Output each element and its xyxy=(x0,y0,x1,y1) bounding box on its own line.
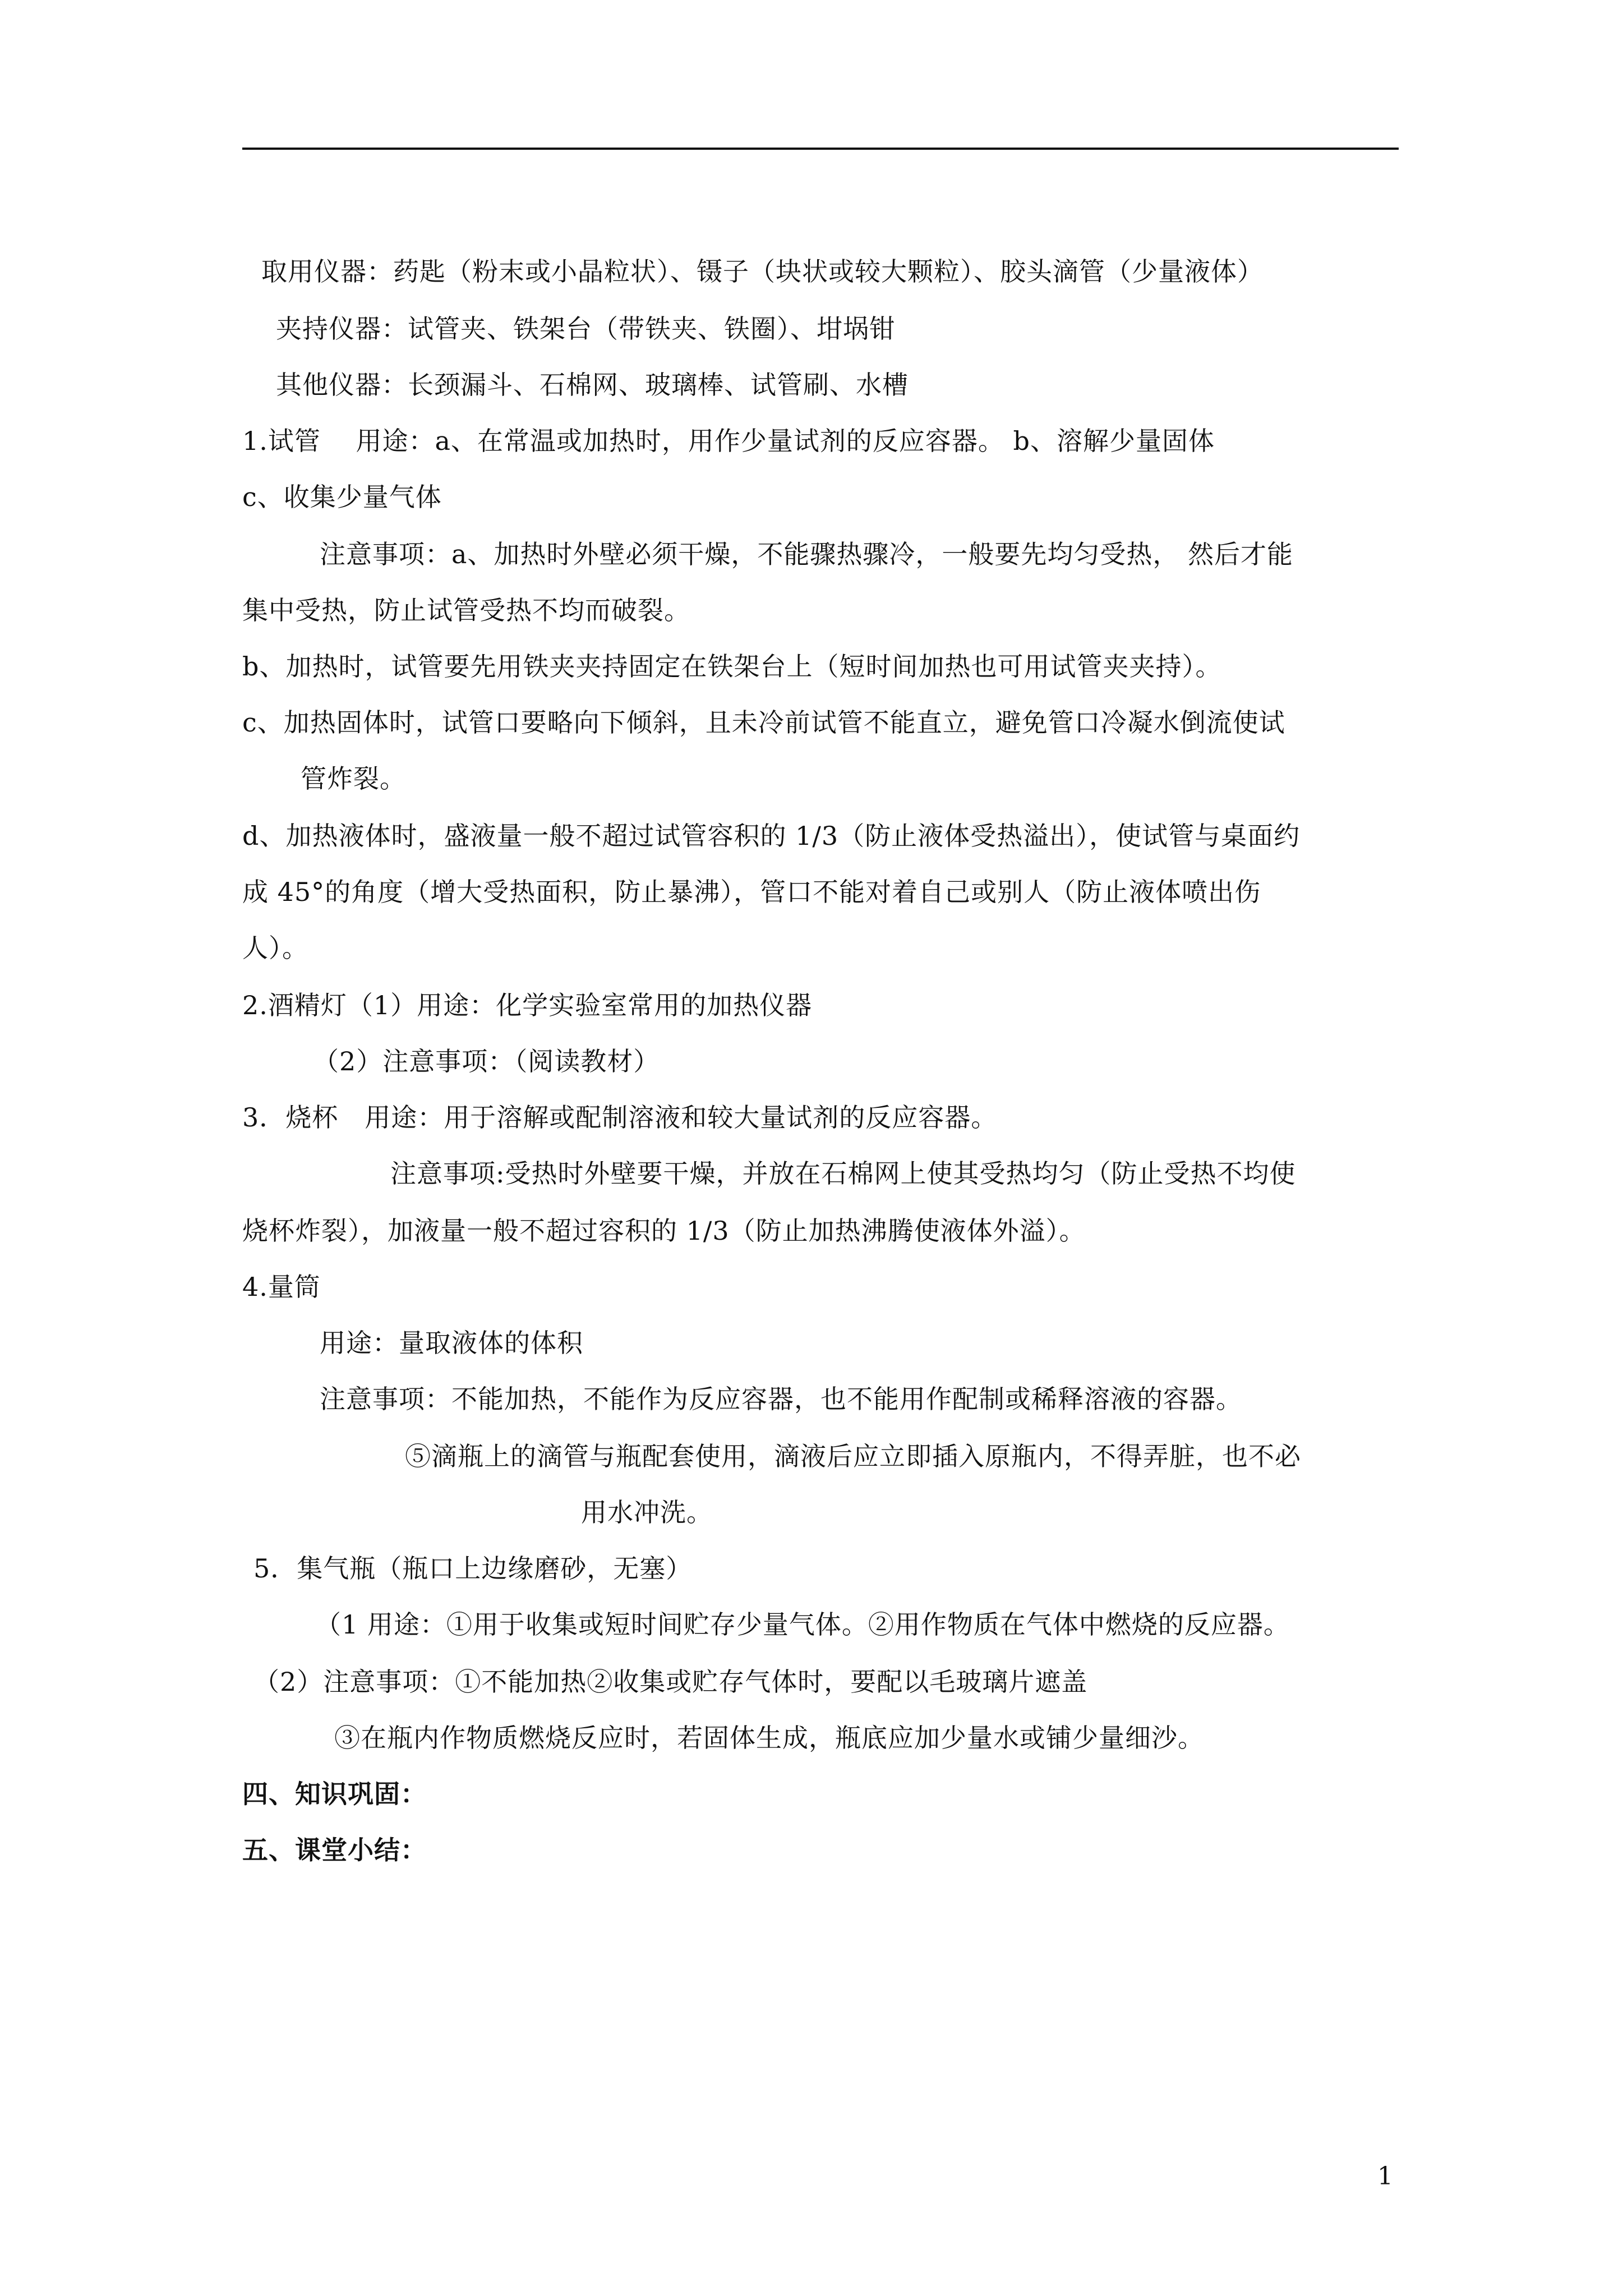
text-line: 人）。 xyxy=(242,933,308,963)
text-line: ③在瓶内作物质燃烧反应时，若固体生成，瓶底应加少量水或铺少量细沙。 xyxy=(334,1723,1204,1753)
text-line: 成 45°的角度（增大受热面积，防止暴沸），管口不能对着自己或别人（防止液体喷出伤 xyxy=(242,877,1261,907)
text-line: 其他仪器：长颈漏斗、石棉网、玻璃棒、试管刷、水槽 xyxy=(276,370,909,400)
text-line: 烧杯炸裂），加液量一般不超过容积的 1/3（防止加热沸腾使液体外溢）。 xyxy=(242,1216,1086,1246)
text-line: 集中受热，防止试管受热不均而破裂。 xyxy=(242,595,690,625)
text-line: c、收集少量气体 xyxy=(242,482,442,512)
text-line: 取用仪器：药匙（粉末或小晶粒状）、镊子（块状或较大颗粒）、胶头滴管（少量液体） xyxy=(261,256,1264,287)
text-line: 1.试管 用途：a、在常温或加热时，用作少量试剂的反应容器。 b、溶解少量固体 xyxy=(242,426,1215,456)
header-rule xyxy=(242,148,1399,150)
text-line: 用水冲洗。 xyxy=(581,1497,713,1527)
text-line: 夹持仪器：试管夹、铁架台（带铁夹、铁圈）、坩埚钳 xyxy=(276,314,896,344)
text-line: 5．集气瓶（瓶口上边缘磨砂，无塞） xyxy=(253,1553,693,1584)
text-line: 注意事项:受热时外壁要干燥，并放在石棉网上使其受热均匀（防止受热不均使 xyxy=(390,1158,1296,1189)
text-line: （1 用途：①用于收集或短时间贮存少量气体。②用作物质在气体中燃烧的反应器。 xyxy=(315,1609,1290,1640)
text-line: （2）注意事项：（阅读教材） xyxy=(313,1046,660,1076)
text-line: 管炸裂。 xyxy=(301,763,406,794)
text-line: b、加热时，试管要先用铁夹夹持固定在铁架台上（短时间加热也可用试管夹夹持）。 xyxy=(242,651,1222,682)
section-heading: 五、课堂小结： xyxy=(242,1835,427,1865)
text-line: 用途：量取液体的体积 xyxy=(320,1328,583,1358)
text-line: d、加热液体时，盛液量一般不超过试管容积的 1/3（防止液体受热溢出），使试管与桌面约 xyxy=(242,821,1301,851)
text-line: 3．烧杯 用途：用于溶解或配制溶液和较大量试剂的反应容器。 xyxy=(242,1102,998,1133)
text-line: ⑤滴瓶上的滴管与瓶配套使用，滴液后应立即插入原瓶内，不得弄脏，也不必 xyxy=(405,1441,1301,1471)
text-line: c、加热固体时，试管口要略向下倾斜，且未冷前试管不能直立，避免管口冷凝水倒流使试 xyxy=(242,707,1285,738)
text-line: 2.酒精灯（1）用途：化学实验室常用的加热仪器 xyxy=(242,990,813,1020)
section-heading: 四、知识巩固： xyxy=(242,1779,427,1809)
text-line: 4.量筒 xyxy=(242,1272,321,1302)
page-number: 1 xyxy=(1377,2162,1393,2191)
text-line: 注意事项：a、加热时外壁必须干燥，不能骤热骤冷，一般要先均匀受热， 然后才能 xyxy=(320,539,1294,569)
text-line: （2）注意事项：①不能加热②收集或贮存气体时，要配以毛玻璃片遮盖 xyxy=(253,1667,1088,1697)
text-line: 注意事项：不能加热，不能作为反应容器，也不能用作配制或稀释溶液的容器。 xyxy=(320,1384,1242,1414)
